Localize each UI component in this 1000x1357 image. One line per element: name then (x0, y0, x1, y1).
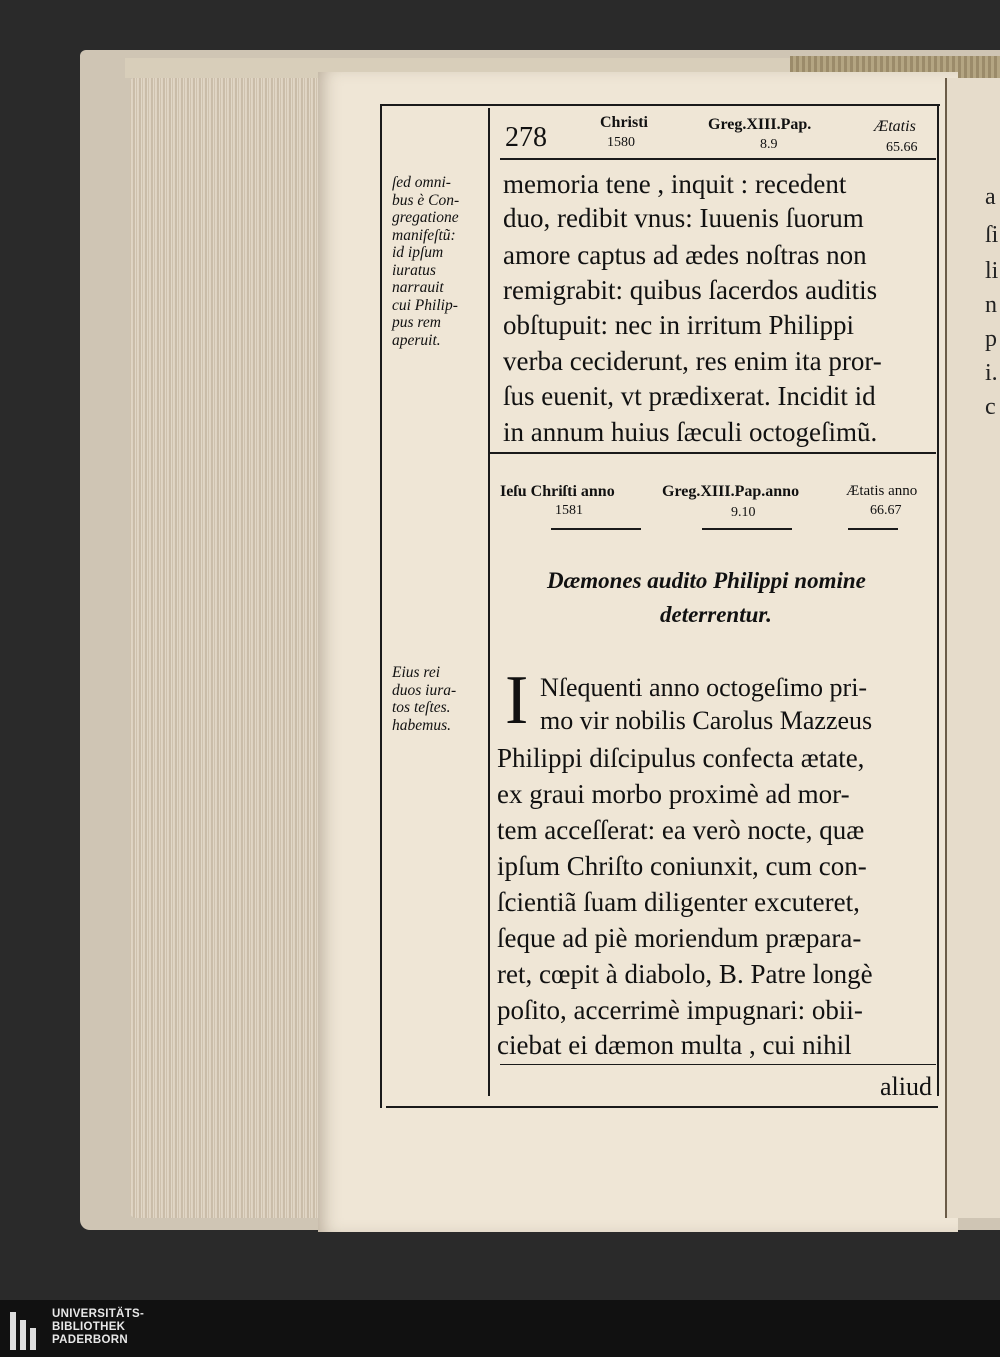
library-logo-line: UNIVERSITÄTS- (52, 1308, 145, 1320)
text-line: duo, redibit vnus: Iuuenis ſuorum (503, 203, 864, 233)
text-line: verba ceciderunt, res enim ita pror- (503, 346, 882, 376)
year-underline (848, 528, 898, 530)
text-line: obſtupuit: nec in irritum Philippi (503, 310, 854, 340)
header-aetatis-label: Ætatis (874, 118, 916, 135)
text-line: Nſequenti anno octogeſimo pri- (540, 673, 868, 702)
year-underline (702, 528, 792, 530)
text-line: mo vir nobilis Carolus Mazzeus (540, 706, 873, 735)
section-title: Dæmones audito Philippi nomine (547, 568, 866, 593)
text-line: in annum huius ſæculi octogeſimũ. (503, 417, 878, 447)
text-line: remigrabit: quibus ſacerdos auditis (503, 275, 878, 305)
next-page-fragment: ſi (985, 222, 999, 248)
library-logo-icon (10, 1312, 40, 1350)
library-logo-text (52, 1308, 144, 1347)
year-aetatis-value: 66.67 (870, 503, 902, 518)
library-logo-line: PADERBORN (52, 1334, 128, 1346)
text-line: poſito, accerrimè impugnari: obii- (497, 995, 863, 1025)
next-page-fragment: p (985, 326, 997, 352)
year-underline (551, 528, 641, 530)
bottom-text-rule (500, 1064, 936, 1065)
paragraph-rule (490, 452, 936, 454)
margin-note: ſed omni- bus è Con- gregatione manifeſtũ: id ipſum iuratus narrauit cui Philip- pus rem aperuit. (392, 174, 460, 349)
library-logo-line: BIBLIOTHEK (52, 1321, 126, 1333)
text-line: ex graui morbo proximè ad mor- (497, 779, 850, 809)
margin-note: Eius rei duos iura- tos teſtes. habemus. (392, 664, 457, 734)
frame-bottom-rule (386, 1106, 938, 1108)
header-greg-years: 8.9 (760, 137, 778, 152)
frame-top-rule (380, 104, 940, 106)
next-page-fragment: n (985, 292, 997, 318)
catchword: aliud (880, 1072, 932, 1101)
header-rule (500, 158, 936, 160)
text-line: ipſum Chriſto coniunxit, cum con- (497, 851, 867, 881)
next-page-fragment: li (985, 258, 999, 284)
text-line: memoria tene , inquit : recedent (503, 169, 847, 199)
text-line: Philippi diſcipulus confecta ætate, (497, 743, 865, 773)
text-line: ſus euenit, vt prædixerat. Incidit id (503, 381, 876, 411)
header-christi-year: 1580 (607, 135, 635, 150)
year-aetatis-label: Ætatis anno (846, 483, 918, 499)
library-logo-band (0, 1300, 1000, 1357)
text-line: ciebat ei dæmon multa , cui nihil (497, 1030, 852, 1060)
page-number: 278 (505, 122, 547, 153)
frame-right-rule (937, 104, 939, 1096)
stacked-page-edges (130, 78, 325, 1218)
text-line: ſcientiã ſuam diligenter excuteret, (497, 887, 860, 917)
year-greg-label: Greg.XIII.Pap.anno (662, 483, 800, 500)
text-line: ret, cœpit à diabolo, B. Patre longè (497, 959, 873, 989)
drop-cap: I (505, 662, 529, 739)
header-christi-label: Christi (600, 114, 648, 131)
text-line: amore captus ad ædes noſtras non (503, 240, 867, 270)
next-page-fragment: i. (985, 360, 998, 386)
next-page-fragment: c (985, 394, 996, 420)
year-greg-value: 9.10 (731, 505, 756, 520)
next-page-edge (945, 78, 1000, 1218)
header-greg-label: Greg.XIII.Pap. (708, 116, 812, 133)
frame-left-rule (380, 104, 382, 1108)
next-page-fragment: a (985, 184, 996, 210)
year-christi-label: Ieſu Chriſti anno (500, 483, 615, 500)
year-christi-value: 1581 (555, 503, 583, 518)
text-line: ſeque ad piè moriendum præpara- (497, 923, 862, 953)
header-aetatis-years: 65.66 (886, 140, 918, 155)
section-title: deterrentur. (660, 602, 772, 627)
text-line: tem acceſſerat: ea verò nocte, quæ (497, 815, 865, 845)
column-divider-rule (488, 108, 490, 1096)
